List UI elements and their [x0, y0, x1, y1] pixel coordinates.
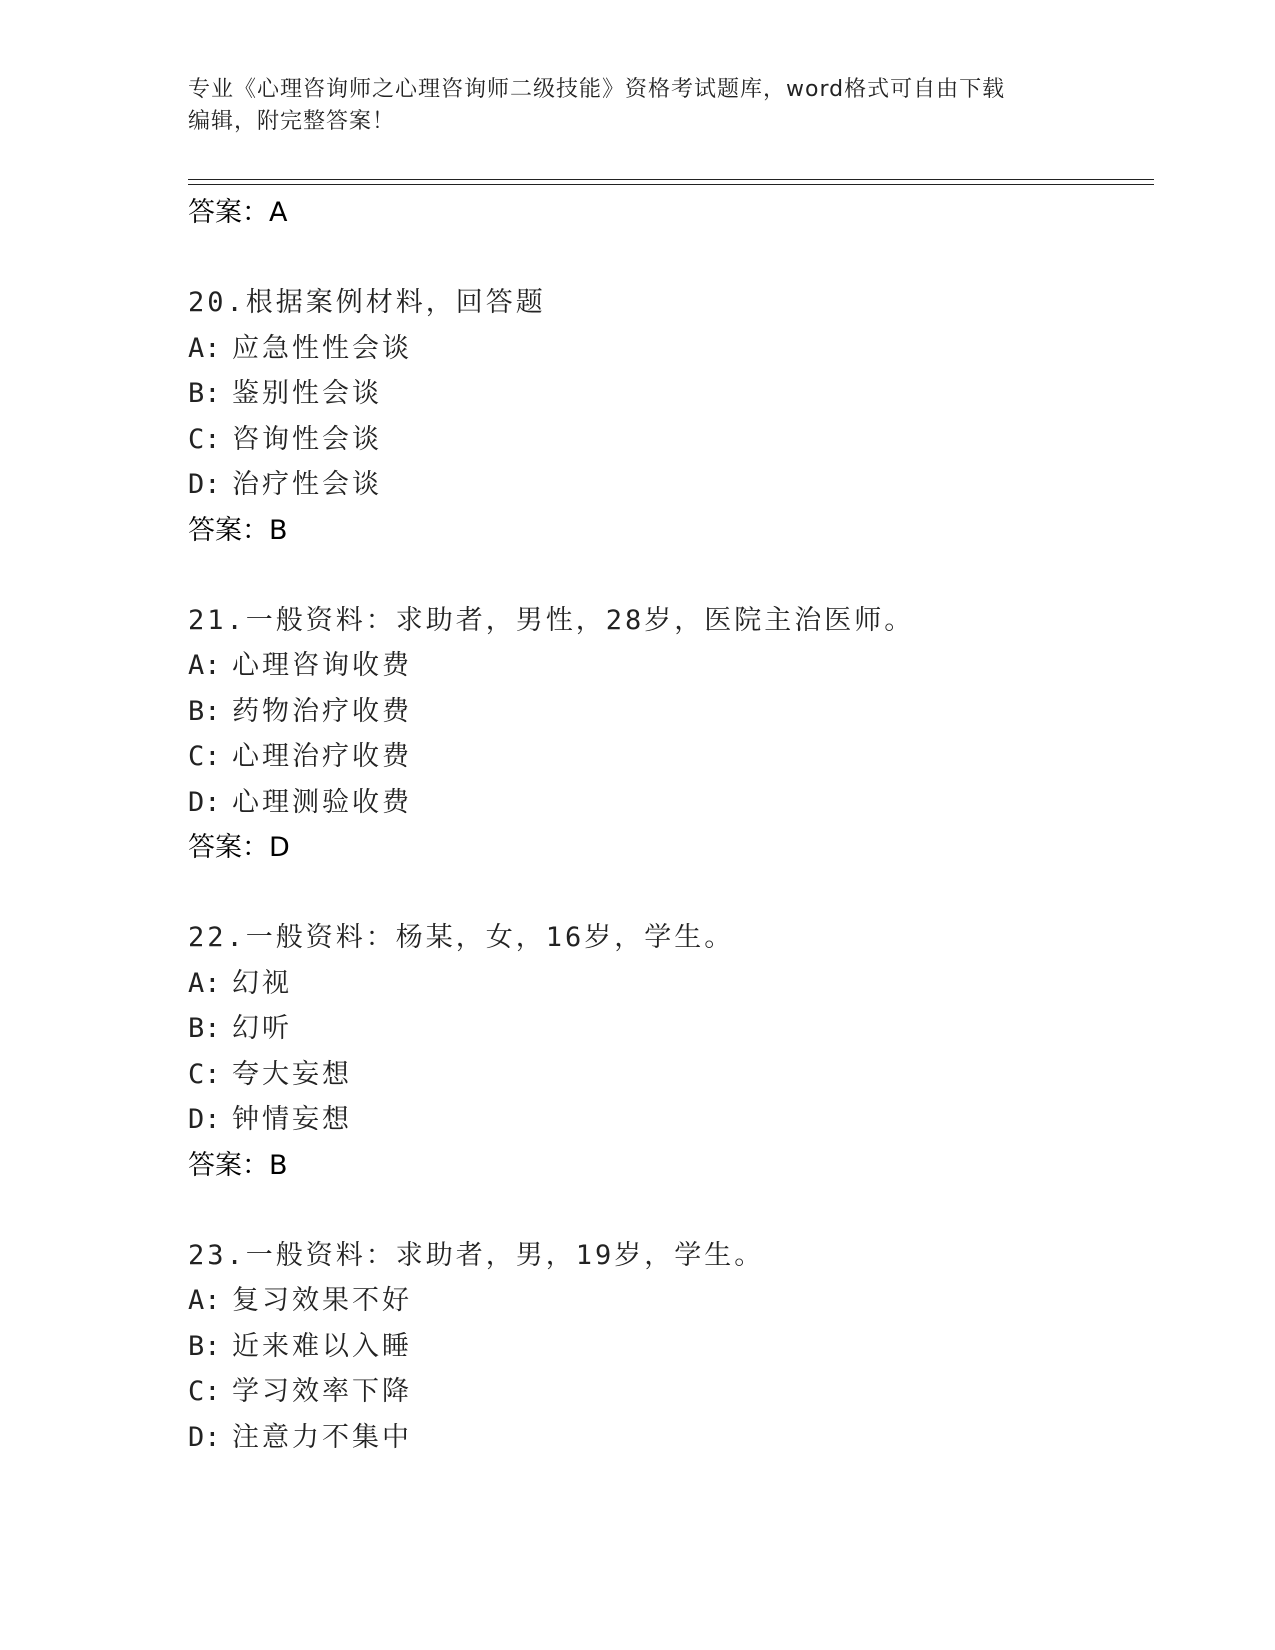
- option-text: 幻听: [232, 1013, 292, 1044]
- option-d: [188, 462, 1148, 508]
- option-b: [188, 1006, 1148, 1052]
- option-label: D:: [188, 1421, 221, 1453]
- question-title: 22.一般资料：杨某，女，16岁，学生。: [188, 922, 735, 953]
- option-c: [188, 417, 1148, 463]
- option-text: 心理测验收费: [232, 786, 412, 818]
- question-23: [188, 1233, 1148, 1461]
- question-title: 20.根据案例材料，回答题: [188, 287, 546, 318]
- option-label: D:: [188, 786, 221, 818]
- option-label: C:: [188, 741, 221, 772]
- option-text: 应急性性会谈: [232, 332, 412, 364]
- question-21: [188, 598, 1148, 872]
- question-answer: 答案：B: [188, 1149, 288, 1181]
- option-text: 咨询性会谈: [232, 423, 382, 455]
- option-a: [188, 1278, 1148, 1324]
- option-text: 夸大妄想: [232, 1058, 352, 1090]
- option-c: [188, 734, 1148, 780]
- option-label: A:: [188, 332, 221, 364]
- option-label: D:: [188, 469, 221, 500]
- header-line-1: 专业《心理咨询师之心理咨询师二级技能》资格考试题库，word格式可自由下载: [188, 77, 1006, 102]
- option-label: B:: [188, 1330, 221, 1362]
- header-line-2: 编辑，附完整答案！: [188, 109, 396, 134]
- option-c: [188, 1369, 1148, 1415]
- option-a: [188, 961, 1148, 1007]
- option-text: 药物治疗收费: [232, 695, 412, 727]
- option-b: [188, 371, 1148, 417]
- option-a: [188, 643, 1148, 689]
- previous-answer: 答案：A: [188, 197, 288, 228]
- option-label: C:: [188, 1376, 221, 1407]
- header-divider-top: [188, 179, 1154, 180]
- option-c: [188, 1052, 1148, 1098]
- option-d: [188, 780, 1148, 826]
- option-label: A:: [188, 1285, 221, 1316]
- option-text: 鉴别性会谈: [232, 378, 382, 409]
- option-text: 复习效果不好: [232, 1285, 412, 1316]
- option-text: 心理治疗收费: [232, 741, 412, 772]
- option-label: C:: [188, 423, 221, 455]
- option-text: 学习效率下降: [232, 1376, 412, 1407]
- question-answer: 答案：B: [188, 514, 288, 546]
- option-text: 注意力不集中: [232, 1421, 412, 1453]
- option-b: [188, 1324, 1148, 1370]
- question-title: 23.一般资料：求助者，男，19岁，学生。: [188, 1239, 765, 1271]
- option-label: B:: [188, 695, 221, 727]
- option-label: C:: [188, 1058, 221, 1090]
- question-answer: 答案：D: [188, 832, 290, 863]
- question-20: [188, 280, 1148, 554]
- option-d: [188, 1097, 1148, 1143]
- option-b: [188, 689, 1148, 735]
- option-text: 治疗性会谈: [232, 469, 382, 500]
- option-label: B:: [188, 1013, 221, 1044]
- option-text: 心理咨询收费: [232, 650, 412, 681]
- option-d: [188, 1415, 1148, 1461]
- option-text: 钟情妄想: [232, 1104, 352, 1135]
- question-list: [188, 190, 1148, 1460]
- option-text: 幻视: [232, 967, 292, 999]
- option-label: A:: [188, 650, 221, 681]
- option-label: A:: [188, 967, 221, 999]
- option-text: 近来难以入睡: [232, 1330, 412, 1362]
- document-header: [188, 74, 1088, 138]
- question-22: [188, 915, 1148, 1189]
- header-divider-bottom: [188, 184, 1154, 185]
- question-title: 21.一般资料：求助者，男性，28岁，医院主治医师。: [188, 604, 915, 636]
- option-a: [188, 326, 1148, 372]
- option-label: B:: [188, 378, 221, 409]
- option-label: D:: [188, 1104, 221, 1135]
